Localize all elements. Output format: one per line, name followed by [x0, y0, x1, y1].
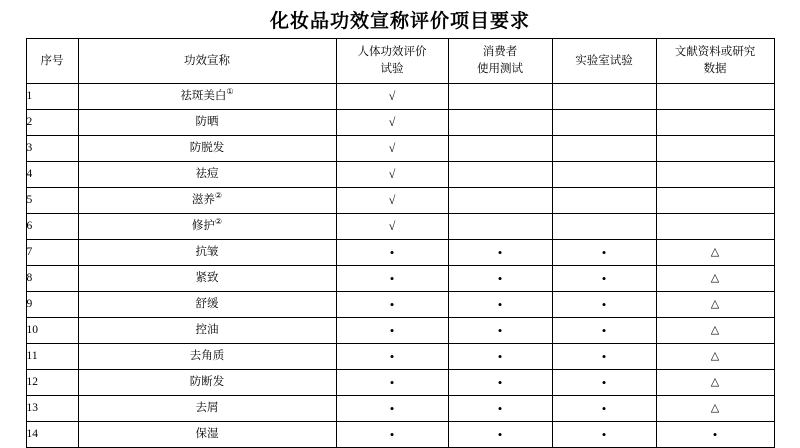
- cell-efficacy-claim: [78, 344, 336, 370]
- cell-human-efficacy-test: •: [336, 240, 448, 266]
- cell-laboratory-test: •: [552, 240, 656, 266]
- cell-laboratory-test: [552, 188, 656, 214]
- cell-literature-or-research-data: △: [656, 396, 774, 422]
- cell-human-efficacy-test: √: [336, 110, 448, 136]
- column-header-consumer-use-test: 消费者 使用测试: [448, 39, 552, 84]
- cell-literature-or-research-data: △: [656, 266, 774, 292]
- cell-literature-or-research-data: [656, 84, 774, 110]
- page-title: 化妆品功效宣称评价项目要求: [269, 11, 530, 32]
- cell-consumer-use-test: •: [448, 292, 552, 318]
- efficacy-claim-label: 防晒: [195, 116, 219, 128]
- cell-human-efficacy-test: √: [336, 84, 448, 110]
- cell-literature-or-research-data: △: [656, 370, 774, 396]
- cell-serial-number: 10: [26, 318, 78, 344]
- cell-human-efficacy-test: √: [336, 188, 448, 214]
- efficacy-claim-label: 抗皱: [195, 246, 219, 258]
- cell-serial-number: 4: [26, 162, 78, 188]
- cell-laboratory-test: •: [552, 266, 656, 292]
- footnote-marker: ①: [226, 87, 234, 97]
- footnote-marker: ②: [214, 191, 223, 201]
- efficacy-claim-label: 防断发: [189, 376, 225, 388]
- table-header-row: [26, 39, 774, 84]
- cell-consumer-use-test: [448, 84, 552, 110]
- table-header: [26, 39, 774, 84]
- cell-human-efficacy-test: •: [336, 318, 448, 344]
- cell-human-efficacy-test: •: [336, 266, 448, 292]
- cell-human-efficacy-test: •: [336, 344, 448, 370]
- cell-human-efficacy-test: •: [336, 396, 448, 422]
- cell-consumer-use-test: •: [448, 266, 552, 292]
- cell-human-efficacy-test: √: [336, 162, 448, 188]
- cell-consumer-use-test: •: [448, 396, 552, 422]
- table-row: [26, 214, 774, 240]
- cell-serial-number: 3: [26, 136, 78, 162]
- cell-consumer-use-test: •: [448, 370, 552, 396]
- cell-laboratory-test: •: [552, 396, 656, 422]
- cell-literature-or-research-data: △: [656, 292, 774, 318]
- table-row: [26, 422, 774, 448]
- cell-consumer-use-test: [448, 110, 552, 136]
- cell-consumer-use-test: [448, 188, 552, 214]
- efficacy-claim-label: 防脱发: [189, 142, 225, 154]
- table-body: [26, 84, 774, 448]
- cell-human-efficacy-test: √: [336, 214, 448, 240]
- cell-efficacy-claim: [78, 292, 336, 318]
- cell-laboratory-test: [552, 84, 656, 110]
- cell-literature-or-research-data: [656, 136, 774, 162]
- table-row: [26, 84, 774, 110]
- efficacy-claim-label: 修护: [191, 220, 215, 232]
- cell-consumer-use-test: •: [448, 240, 552, 266]
- table-row: [26, 318, 774, 344]
- table-row: [26, 344, 774, 370]
- cell-laboratory-test: •: [552, 318, 656, 344]
- cell-literature-or-research-data: △: [656, 344, 774, 370]
- cell-serial-number: 13: [26, 396, 78, 422]
- cell-serial-number: 12: [26, 370, 78, 396]
- cell-laboratory-test: [552, 110, 656, 136]
- efficacy-claim-label: 保湿: [195, 428, 219, 440]
- cell-serial-number: 6: [26, 214, 78, 240]
- cell-efficacy-claim: [78, 84, 336, 110]
- cell-laboratory-test: •: [552, 292, 656, 318]
- cell-literature-or-research-data: [656, 162, 774, 188]
- cell-literature-or-research-data: •: [656, 422, 774, 448]
- table-row: [26, 188, 774, 214]
- cell-laboratory-test: [552, 162, 656, 188]
- cell-consumer-use-test: •: [448, 318, 552, 344]
- cell-efficacy-claim: [78, 240, 336, 266]
- column-header-efficacy-claim: 功效宣称: [78, 39, 336, 84]
- table-row: [26, 370, 774, 396]
- table-row: [26, 110, 774, 136]
- efficacy-claim-label: 控油: [195, 324, 219, 336]
- efficacy-claim-label: 祛斑美白: [180, 90, 227, 102]
- cell-serial-number: 7: [26, 240, 78, 266]
- cell-literature-or-research-data: △: [656, 240, 774, 266]
- cell-consumer-use-test: •: [448, 422, 552, 448]
- column-header-serial-number: 序号: [26, 39, 78, 84]
- cell-literature-or-research-data: [656, 110, 774, 136]
- efficacy-claim-label: 祛痘: [195, 168, 219, 180]
- cell-consumer-use-test: [448, 162, 552, 188]
- cell-laboratory-test: •: [552, 344, 656, 370]
- cell-serial-number: 1: [26, 84, 78, 110]
- cell-efficacy-claim: [78, 370, 336, 396]
- cell-human-efficacy-test: √: [336, 136, 448, 162]
- cell-laboratory-test: [552, 136, 656, 162]
- efficacy-claim-label: 舒缓: [195, 298, 219, 310]
- cell-consumer-use-test: [448, 214, 552, 240]
- cell-serial-number: 5: [26, 188, 78, 214]
- cell-serial-number: 9: [26, 292, 78, 318]
- cell-efficacy-claim: [78, 396, 336, 422]
- efficacy-claim-label: 去角质: [189, 350, 225, 362]
- cell-efficacy-claim: [78, 188, 336, 214]
- cell-consumer-use-test: [448, 136, 552, 162]
- cell-consumer-use-test: •: [448, 344, 552, 370]
- cell-human-efficacy-test: •: [336, 422, 448, 448]
- cell-literature-or-research-data: [656, 188, 774, 214]
- cell-human-efficacy-test: •: [336, 370, 448, 396]
- cell-literature-or-research-data: △: [656, 318, 774, 344]
- cell-laboratory-test: •: [552, 370, 656, 396]
- cell-efficacy-claim: [78, 214, 336, 240]
- table-row: [26, 240, 774, 266]
- cell-efficacy-claim: [78, 110, 336, 136]
- cell-efficacy-claim: [78, 422, 336, 448]
- cell-laboratory-test: •: [552, 422, 656, 448]
- cell-human-efficacy-test: •: [336, 292, 448, 318]
- cell-efficacy-claim: [78, 266, 336, 292]
- footnote-marker: ②: [214, 217, 223, 227]
- table-row: [26, 162, 774, 188]
- column-header-human-efficacy-test: 人体功效评价 试验: [336, 39, 448, 84]
- cell-efficacy-claim: [78, 136, 336, 162]
- cell-serial-number: 14: [26, 422, 78, 448]
- cell-serial-number: 11: [26, 344, 78, 370]
- column-header-laboratory-test: 实验室试验: [552, 39, 656, 84]
- efficacy-claim-label: 去屑: [195, 402, 219, 414]
- cell-laboratory-test: [552, 214, 656, 240]
- efficacy-claim-label: 紧致: [195, 272, 219, 284]
- table-row: [26, 136, 774, 162]
- cell-literature-or-research-data: [656, 214, 774, 240]
- table-row: [26, 292, 774, 318]
- cell-efficacy-claim: [78, 162, 336, 188]
- column-header-literature-or-research-data: 文献资料或研究 数据: [656, 39, 774, 84]
- cell-serial-number: 8: [26, 266, 78, 292]
- cell-serial-number: 2: [26, 110, 78, 136]
- table-row: [26, 396, 774, 422]
- efficacy-claim-label: 滋养: [191, 194, 215, 206]
- table-row: [26, 266, 774, 292]
- efficacy-claim-requirements-table: [26, 38, 775, 448]
- cell-efficacy-claim: [78, 318, 336, 344]
